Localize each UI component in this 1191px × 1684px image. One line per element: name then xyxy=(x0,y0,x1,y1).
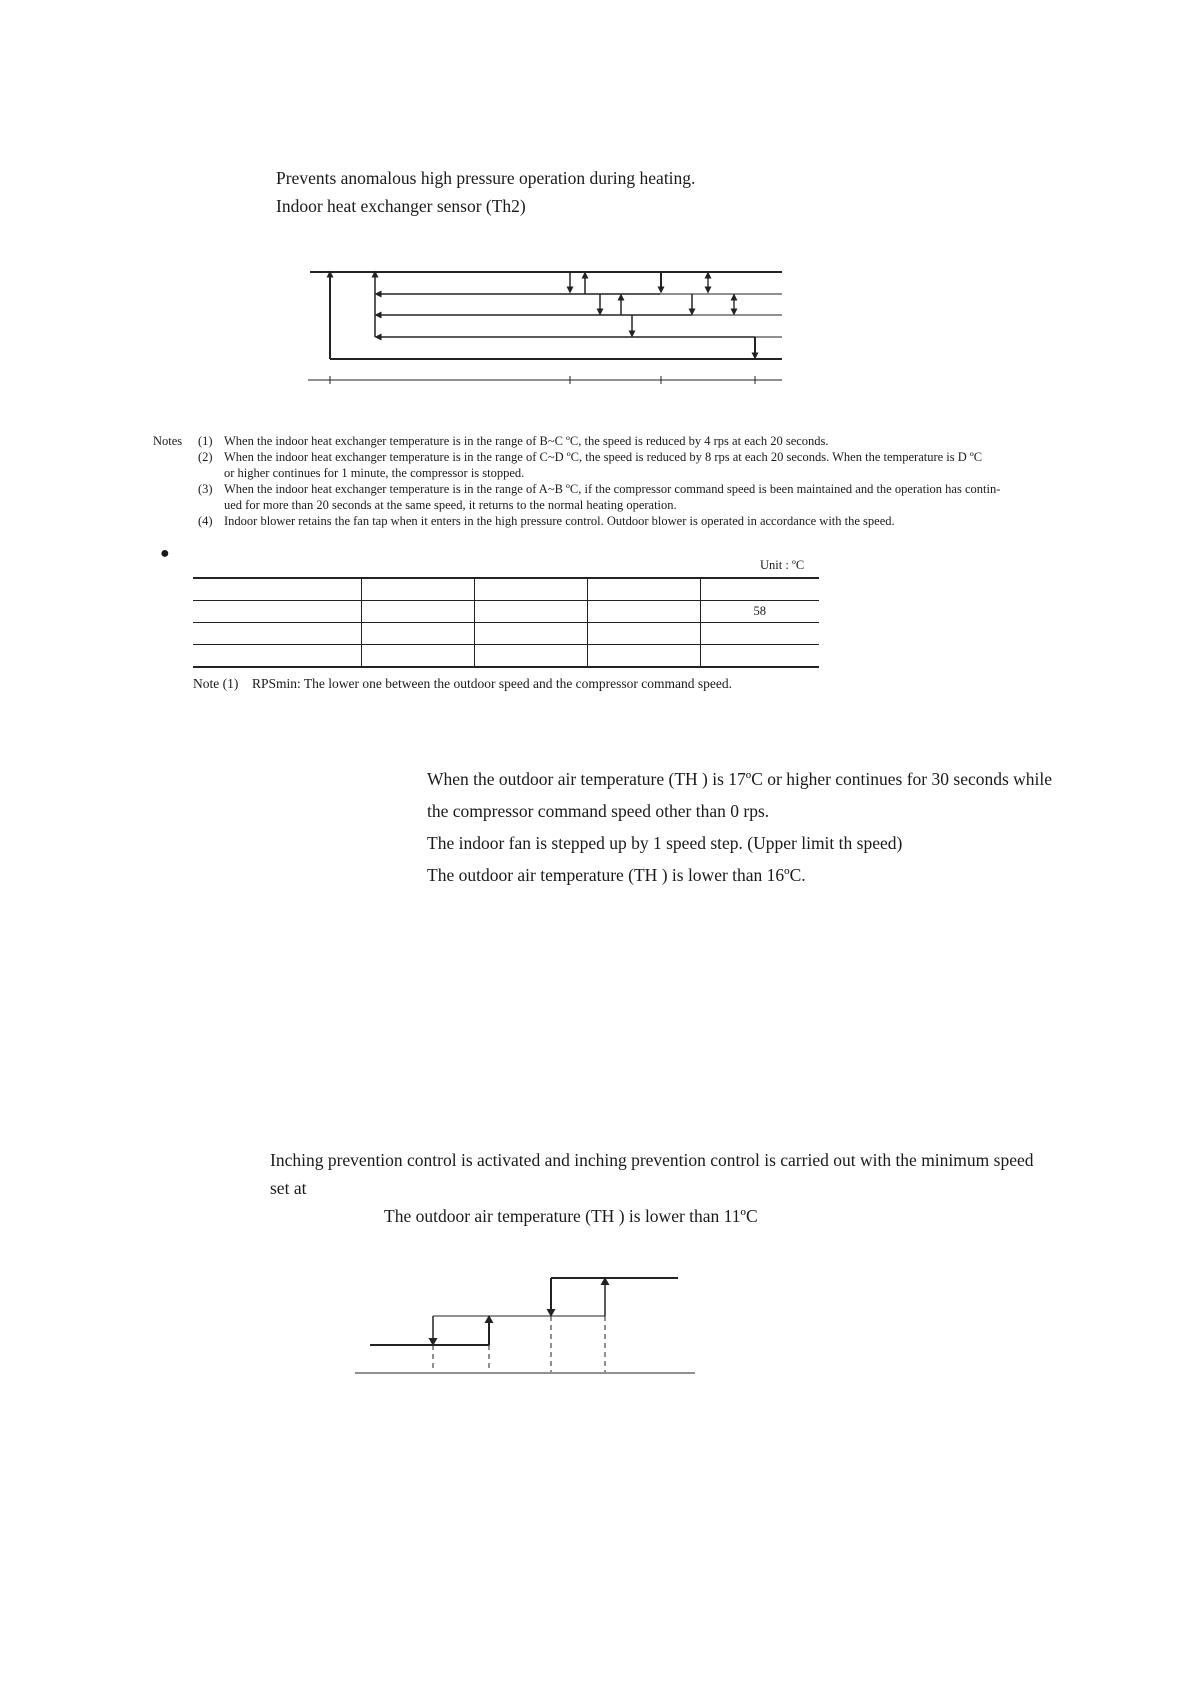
table-note-text: RPSmin: The lower one between the outdoor speed and the compressor command speed. xyxy=(252,676,733,691)
inching-description-cont: set at xyxy=(270,1178,307,1198)
purpose-text: Prevents anomalous high pressure operation during heating. xyxy=(276,168,696,188)
fan-start-condition: When the outdoor air temperature (TH ) is 17ºC or higher continues for 30 seconds while xyxy=(427,769,1053,789)
note-text: ued for more than 20 seconds at the same speed, it returns to the normal heating operation. xyxy=(224,498,677,512)
fan-control-content: The indoor fan is stepped up by 1 speed step. (Upper limit th speed) xyxy=(427,833,903,853)
table-cell: 58 xyxy=(700,601,819,623)
note-text: When the indoor heat exchanger temperature is in the range of A~B ºC, if the compressor command speed is been maintained and the operation has contin- xyxy=(224,482,1001,496)
fan-end-condition: The outdoor air temperature (TH ) is lower than 16ºC. xyxy=(427,865,806,885)
notes-label: Notes xyxy=(153,434,183,448)
unit-label: Unit : ºC xyxy=(760,558,805,572)
note-num: (1) xyxy=(198,434,213,448)
inching-condition: The outdoor air temperature (TH ) is lower than 11ºC xyxy=(384,1206,758,1226)
note-text: When the indoor heat exchanger temperature is in the range of C~D ºC, the speed is reduced by 8 rps at each 20 seconds. When the temperature is D ºC xyxy=(224,450,983,464)
fan-start-condition-cont: the compressor command speed other than 0 rps. xyxy=(427,801,770,821)
note-text: When the indoor heat exchanger temperature is in the range of B~C ºC, the speed is reduced by 4 rps at each 20 seconds. xyxy=(224,434,829,448)
note-num: (2) xyxy=(198,450,213,464)
note-text: or higher continues for 1 minute, the compressor is stopped. xyxy=(224,466,525,480)
inching-description: Inching prevention control is activated and inching prevention control is carried out with the minimum speed xyxy=(270,1150,1034,1170)
note-num: (3) xyxy=(198,482,213,496)
bullet: ● xyxy=(160,545,170,562)
note-num: (4) xyxy=(198,514,213,528)
note-text: Indoor blower retains the fan tap when it enters in the high pressure control. Outdoor blower is operated in accordance with the speed. xyxy=(224,514,895,528)
sensor-text: Indoor heat exchanger sensor (Th2) xyxy=(276,196,526,216)
table-note-label: Note (1) xyxy=(193,676,239,691)
